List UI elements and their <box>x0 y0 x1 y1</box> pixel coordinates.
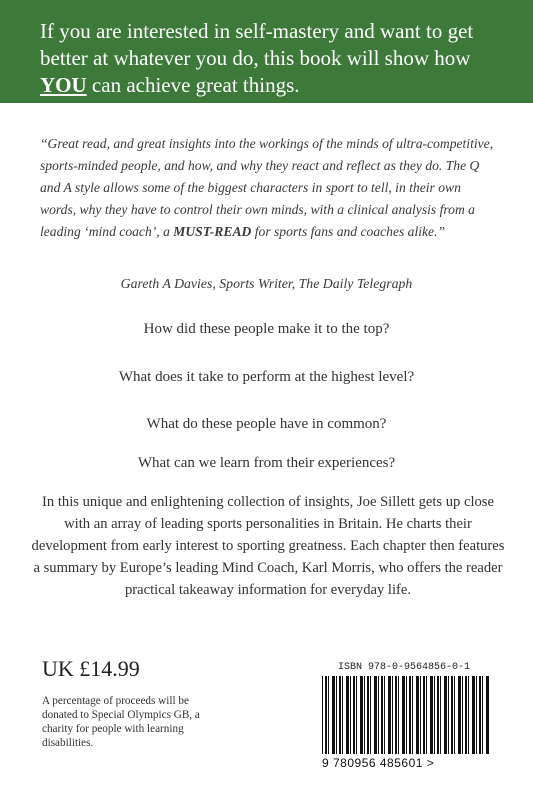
banner-emphasis: YOU <box>40 73 87 97</box>
barcode-digits: 9 780956 485601 > <box>322 756 435 770</box>
quote-part2: for sports fans and coaches alike.” <box>251 224 446 239</box>
question-2: What does it take to perform at the highest level? <box>118 369 415 385</box>
barcode-bars <box>322 676 490 754</box>
question-4: What can we learn from their experiences? <box>137 455 396 471</box>
header-banner <box>0 0 533 103</box>
review-quote <box>40 133 500 243</box>
book-description: In this unique and enlightening collection of insights, Joe Sillett gets up close with an array of leading sports personalities in Britain. He charts their development from early interest to sporting greatness. Each chapter then features a summary by Europe’s leading Mind Coach, Karl Morris, who offers the reader practical takeaway information for everyday life. <box>31 494 505 598</box>
quote-bold: MUST-READ <box>173 224 252 239</box>
question-3: What do these people have in common? <box>146 416 387 432</box>
price-label: UK £14.99 <box>42 656 140 681</box>
quote-attribution: Gareth A Davies, Sports Writer, The Daily Telegraph <box>120 276 413 291</box>
question-1: How did these people make it to the top? <box>143 321 390 337</box>
barcode-panel <box>310 662 505 772</box>
banner-text-before: If you are interested in self-mastery and want to get better at whatever you do, this book will show how <box>40 19 474 70</box>
isbn-label: ISBN 978-0-9564856-0-1 <box>338 662 471 673</box>
quote-part1: “Great read, and great insights into the workings of the minds of ultra-competitive, sports-minded people, and how, and why they react and reflect as they do. The Q and A style allows some of the biggest characters in sport to tell, in their own words, why they have to control their own minds, with a clinical analysis from a leading ‘mind coach’, a <box>40 136 494 239</box>
banner-text-after: can achieve great things. <box>86 73 300 97</box>
charity-note: A percentage of proceeds will be donated to Special Olympics GB, a charity for people with learning disabilities. <box>42 695 200 749</box>
